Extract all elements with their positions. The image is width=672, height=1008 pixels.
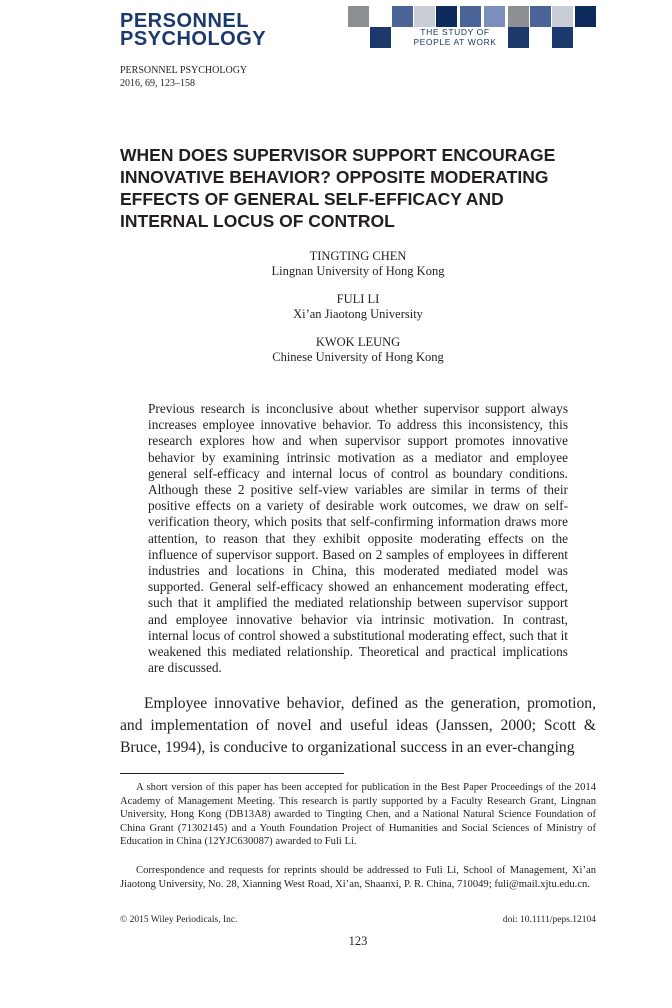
author-entry (0, 249, 672, 279)
logo-tile (508, 6, 529, 27)
author-name: TINGTING CHEN (309, 249, 407, 263)
logo-tile (460, 6, 481, 27)
author-affiliation: Lingnan University of Hong Kong (271, 264, 445, 278)
journal-logo-line1: PERSONNEL (120, 10, 249, 32)
article-title: WHEN DOES SUPERVISOR SUPPORT ENCOURAGE INNOVATIVE BEHAVIOR? OPPOSITE MODERATING EFFECTS OF GENERAL SELF-EFFICACY AND INTERNAL LOCUS OF CONTROL (120, 145, 556, 231)
author-entry (0, 292, 672, 322)
logo-tile (530, 6, 551, 27)
author-entry (0, 335, 672, 365)
journal-logo-line2: PSYCHOLOGY (120, 28, 267, 50)
footnote-correspondence: Correspondence and requests for reprints should be addressed to Fuli Li, School of Management, Xi’an Jiaotong University, No. 28, Xianning West Road, Xi’an, Shaanxi, P. R. China, 710049; fuli@mail.xjtu.edu.cn. (120, 865, 596, 890)
logo-tile (575, 6, 596, 27)
doi: doi: 10.1111/peps.12104 (502, 915, 596, 925)
tagline-line2: PEOPLE AT WORK (413, 37, 497, 47)
footnote-divider (120, 773, 344, 774)
logo-tile (348, 6, 369, 27)
logo-tile (370, 27, 391, 48)
journal-citation: 2016, 69, 123–158 (120, 78, 195, 89)
abstract: Previous research is inconclusive about whether supervisor support always increases employee innovative behavior. To address this inconsistency, this research explores how and when supervisor support promotes innovative behavior by examining intrinsic motivation as a mediator and employee general self-efficacy and internal locus of control as boundary conditions. Although these 2 positive self-view variables are similar in terms of their positive effects on a variety of desirable work outcomes, we draw on self-verification theory, which posits that self-confirming information draws more attention, to reason that they exhibit opposite moderating effects on the influence of supervisor support. Based on 2 samples of employees in different industries and locations in China, this moderated mediated model was supported. General self-efficacy showed an enhancement moderating effect, such that it amplified the mediated relationship between supervisor support and employee innovative behavior via intrinsic motivation. In contrast, internal locus of control showed a substitutional moderating effect, such that it weakened this mediated relationship. Theoretical and practical implications are discussed. (148, 401, 568, 676)
page-number: 123 (348, 934, 368, 948)
logo-tile (508, 27, 529, 48)
logo-tile (414, 6, 435, 27)
logo-tile (392, 6, 413, 27)
journal-tagline (408, 27, 502, 47)
logo-tile (436, 6, 457, 27)
logo-tile (484, 6, 505, 27)
copyright: © 2015 Wiley Periodicals, Inc. (120, 915, 238, 925)
footnote-funding: A short version of this paper has been accepted for publication in the Best Paper Proceedings of the 2014 Academy of Management Meeting. This research is partly supported by a Faculty Research Grant, Lingnan University, Hong Kong (DB13A8) awarded to Tingting Chen, and a National Natural Science Foundation of China Grant (71302145) and a Youth Foundation Project of Humanities and Social Sciences of Ministry of Education in China (12YJC630087) awarded to Fuli Li. (120, 782, 596, 847)
tagline-line1: THE STUDY OF (420, 27, 490, 37)
author-name: FULI LI (336, 292, 380, 306)
logo-tile (552, 27, 573, 48)
intro-paragraph: Employee innovative behavior, defined as the generation, promotion, and implementation of novel and useful ideas (Janssen, 2000; Scott & Bruce, 1994), is conducive to organizational success in an ever-changing (120, 695, 596, 756)
author-name: KWOK LEUNG (315, 335, 401, 349)
author-affiliation: Chinese University of Hong Kong (272, 350, 444, 364)
journal-name: PERSONNEL PSYCHOLOGY (120, 65, 248, 76)
logo-tile (552, 6, 573, 27)
author-affiliation: Xi’an Jiaotong University (293, 307, 423, 321)
